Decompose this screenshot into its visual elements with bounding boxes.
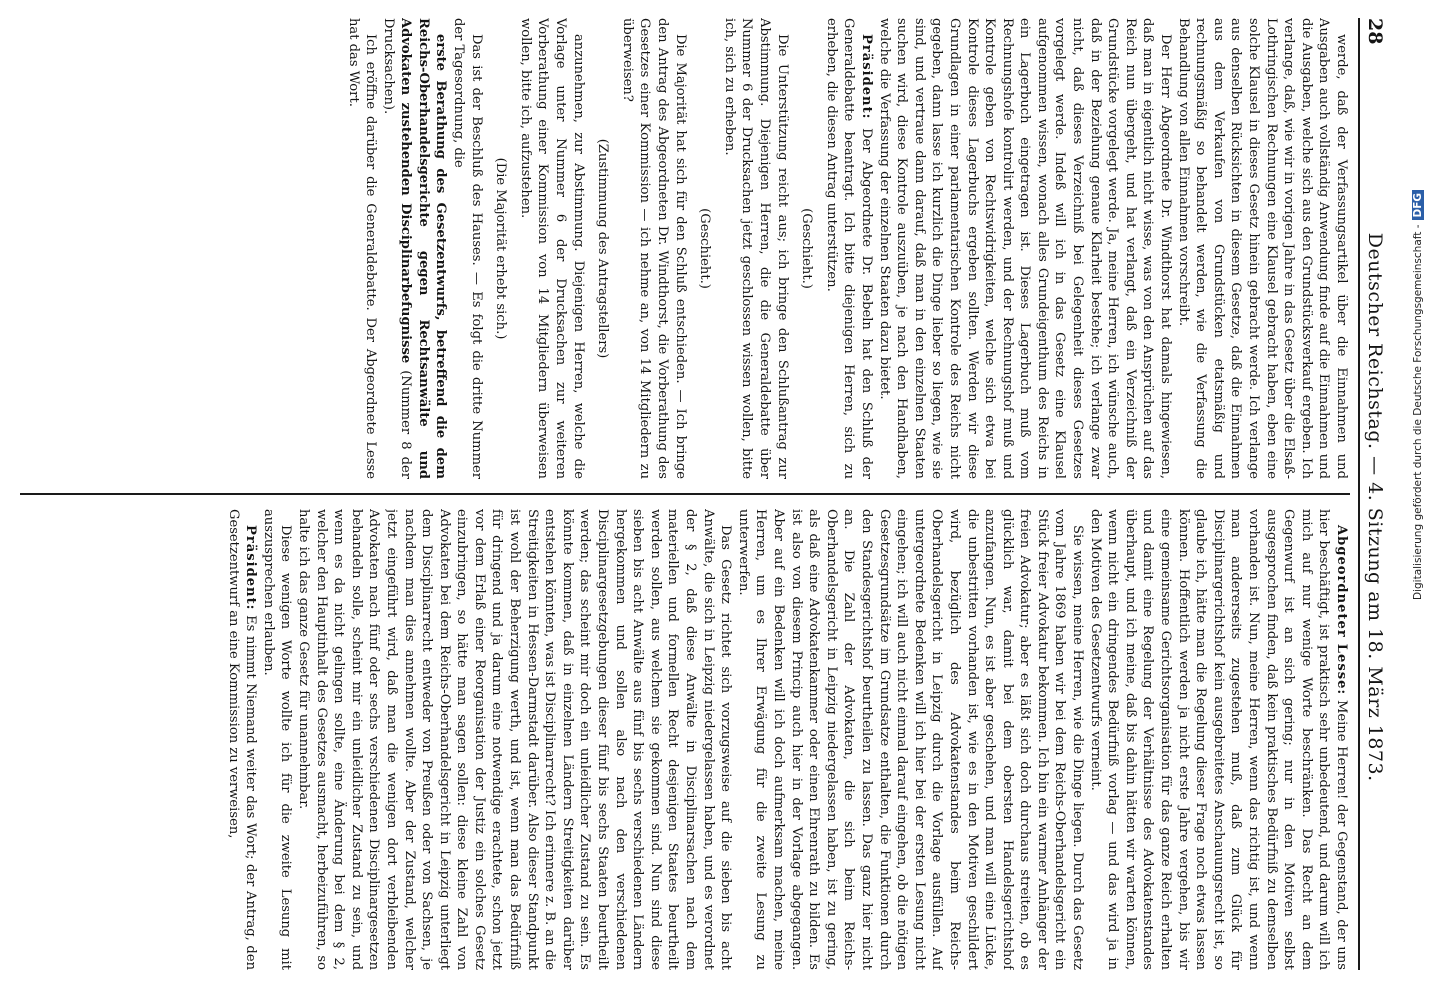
text-columns [20, 18, 1350, 970]
stage-note: (Zustimmung des Antragstellers) [595, 138, 611, 359]
page-title: Deutscher Reichstag. — 4. Sitzung am 18. März 1873. [1364, 232, 1386, 782]
dfg-funding-note [1412, 190, 1424, 600]
paragraph [1086, 509, 1350, 970]
column-left [20, 18, 1350, 479]
paragraph: Ich eröffne darüber die Generaldebatte. Der Abgeordnete Lesse hat das Wort. [345, 18, 379, 479]
paragraph [224, 509, 259, 970]
dfg-logo: DFG [1412, 190, 1424, 221]
paragraph: Die Unterstützung reicht aus; ich bringe den Schlußantrag zur Abstimmung. Diejenigen Herren, die die Generaldebatte über Nummer 6 der Drucksachen jetzt geschlossen wissen wollen, bitte ich, sich zu erheben. [721, 18, 790, 479]
stage-note: (Geschieht.) [697, 208, 713, 289]
agenda-title: erste Berathung des Gesetzentwurfs, betreffend die dem Reichs-Oberhandelsgerichte gegen Rechtsanwälte und Advokaten zustehenden Disciplinarbefugnisse [398, 18, 449, 479]
paragraph: Das Gesetz richtet sich vorzugsweise auf die sieben bis acht Anwälte, die sich in Leipzig niedergelassen haben, und es verordnet der § 2, daß diese Anwälte in Disciplinarsachen nach dem materiellen und formellen Recht desjenigen Staates beurtheilt werden sollen, aus welchem sie gekommen sind. Nun sind diese sieben bis acht Anwälte aus fünf bis sechs verschiedenen Ländern hergekommen und sollen also nach den verschiedenen Disciplinargesetzgebungen dieser fünf bis sechs Staaten beurtheilt werden; das scheint mir doch ein unleidlicher Zustand zu sein. Es könnte kommen, daß in einzelnen Ländern Streitigkeiten darüber entstehen könnten, was ist Disciplinarrecht? Ich erinnere z. B. an die Streitigkeiten in Hessen-Darmstadt darüber. Also dieser Standpunkt ist wohl der Beherzigung werth, und ist, wenn man das Bedürfniß für dringend und ja darum eine notwendige erachtete, schon jetzt vor dem Erlaß einer Reorganisation der Justiz ein solches Gesetz einzubringen, so hätte man sagen sollen: diese kleine Zahl von Advokaten bei dem Reichs-Oberhandelsgericht in Leipzig unterliegt dem Disciplinarrecht entweder von Preußen oder von Sachsen, je nachdem man dies annehmen wollte. Aber der Zustand, welcher jetzt eingeführt wird, daß man die wenigen dort verbleibenden Advokaten nach fünf oder sechs verschiedenen Disciplinargesetzen behandeln solle, scheint mir ein unleidlicher Zustand zu sein, und wenn es da nicht gelingen sollte, eine Änderung bei dem § 2, welcher den Hauptinhalt des Gesetzes ausmacht, herbeizuführen, so halte ich das ganze Gesetz für unannehmbar. [295, 509, 734, 970]
dfg-note-text: Digitalisierung gefördert durch die Deutsche Forschungsgemeinschaft - [1412, 224, 1424, 600]
speaker-name: Präsident: [243, 525, 259, 611]
speaker-name: Abgeordneter Lesse: [1334, 525, 1349, 696]
agenda-reference: (Nummer 8 der Drucksachen). [380, 18, 414, 479]
paragraph: anzunehmen, zur Abstimmung. Diejenigen Herren, welche die Vorlage unter Nummer 6 der Drucksachen zur weiteren Vorberathung einer Kommission von 14 Mitgliedern überweisen wollen, bitte ich, aufzustehen. [517, 18, 586, 479]
column-divider [20, 493, 1350, 495]
page-header [1358, 18, 1386, 970]
page-number: 28 [1364, 18, 1386, 45]
agenda-item [379, 18, 449, 479]
speech-text: Meine Herren! der Gegenstand, der uns hier beschäftigt, ist praktisch sehr unbedeutend, und darum will ich mich auf nur wenige Worte beschränken. Das Recht an dem Gegenwurf ist an sich gering; nur in den Motiven selbst ausgesprochen finden, daß kein praktisches Bedürfniß zu demselben vorhanden ist. Nun, meine Herren, wenn das richtig ist, und wenn man andererseits zugestehen muß, daß zum Glück für Disciplinargerichtshof kein ausgebreitetes Anschauungsrecht ist, so glaube ich, hätte man die Regelung dieser Frage noch etwas lassen können. Hoffentlich werden ja nicht erste Jahre vergehen, bis wir eine gemeinsame Gerichtsorganisation für das ganze Reich erhalten und damit eine Regelung der Verhältnisse des Advokatenstandes überhaupt, und ich meine, daß bis dahin hätten wir warten können, wenn nicht ein dringendes Bedürfniß vorlag — und das wird ja in den Motiven des Gesetzentwurfs verneint. [1087, 509, 1349, 970]
paragraph: Der Herr Abgeordnete Dr. Windthorst hat damals hingewiesen, daß man in eigentlich nicht wisse, was von den Ansprüchen auf das Reich nun übergeht, und hat verlangt, daß ein Verzeichniß der Grundstücke vorgelegt werde. Ja, meine Herren, ich wünsche auch, daß in der Beziehung genaue Klarheit bestehe; ich verlange zwar nicht, daß dieses Verzeichniß bei Gelegenheit dieses Gesetzes vorgelegt werde. Indeß will ich in das Gesetz eine Klausel aufgenommen wissen, wonach alles Grundeigenthum des Reichs in ein Lagerbuch eingetragen ist. Dieses Lagerbuch muß vom Rechnungshofe kontrolirt werden, und der Rechnungshof muß und Kontrole geben von Rechtswidrigkeiten, welche sich etwa bei Kontrole dieses Lagerbuchs ergeben sollten. Werden wir diese Grundlagen in einer parlamentarischen Kontrole des Reichs nicht gegeben, dann lasse ich kurzlich die Dinge lieber so liegen, wie sie sind, und vertraue dann darauf, daß man in den einzelnen Staaten suchen wird, diese Kontrole auszuüben, je nach den Handhaben, welche die Verfassung der einzelnen Staaten dazu bietet. [876, 18, 1174, 479]
paragraph: werde, daß der Verfassungsartikel über die Einnahmen und Ausgaben auch vollständig Anwendung finde auf die Einnahmen und die Ausgaben, welche sich aus den Grundstücksverkauf ergeben. Ich verlange, daß, wie wir in vorigen Jahre in das Gesetz über die Elsaß-Lothringischen Rechnungen eine Klausel gebracht haben, eben eine solche Klausel in dieses Gesetz hinein gebracht werde. Ich verlange aus denselben Rücksichten in diesem Gesetze, daß die Einnahmen aus dem Verkaufen von Grundstücken etatsmäßig und rechnungsmäßig so behandelt werden, wie die Verfassung die Behandlung von allen Einnahmen vorschreibt. [1175, 18, 1349, 479]
paragraph [822, 18, 875, 479]
paragraph: Die Majorität hat sich für den Schluß entschieden. — Ich bringe den Antrag des Abgeordneten Dr. Windthorst, die Vorberathung des Gesetzes einer Kommission — ich nehme an, von 14 Mitgliedern zu überweisen? [619, 18, 688, 479]
speech-text: Es nimmt Niemand weiter das Wort; der Antrag, den Gesetzentwurf an eine Kommission zu verweisen, [225, 509, 259, 970]
stage-note: (Die Majorität erhebt sich.) [493, 157, 509, 340]
paragraph: Das ist der Beschluß des Hauses. — Es folgt die dritte Nummer der Tagesordnung, die [451, 18, 484, 479]
paragraph: Sie wissen, meine Herren, wie die Dinge liegen. Durch das Gesetz vom Jahre 1869 haben wir bei dem Reichs-Oberhandelsgericht ein Stück freier Advokatur bekommen. Ich bin ein warmer Anhänger der freien Advokatur; aber es läßt sich doch durchaus streiten, ob es glücklich war, damit bei dem obersten Handelsgerichtshof anzufangen. Nun, es ist aber geschehen, und man will eine Lücke, die unbestritten vorhanden ist, wie es in den Motiven geschildert wird, bezüglich des Advokatenstandes beim Reichs-Oberhandelsgericht in Leipzig durch die Vorlage ausfüllen. Auf untergeordnete Bedenken will ich hier bei der ersten Lesung nicht eingehen; ich will auch nicht einmal darauf eingehen, ob die nötigen Gesetzesgrundsätze im Grundsatze enthalten, die Funktionen durch den Standesgerichtshof beurtheilen zu lassen. Das ganz hier nicht an. Die Zahl der Advokaten, die sich beim Reichs-Oberhandelsgericht in Leipzig niedergelassen haben, ist zu gering, als daß eine Advokatenkammer oder einen Ehrenrath zu bilden. Es ist also von diesem Princip auch hier in der Vorlage abgegangen. Aber auf ein Bedenken will ich doch aufmerksam machen, meine Herren, um es Ihrer Erwägung für die zweite Lesung zu unterwerfen. [735, 509, 1086, 970]
speaker-name: Präsident: [858, 34, 874, 120]
column-right [20, 509, 1350, 970]
paragraph: Diese wenigen Worte wollte ich für die zweite Lesung mit auszusprechen erlauben. [260, 509, 294, 970]
speech-text: Der Abgeordnete Dr. Bebeln hat den Schluß der Generaldebatte beantragt. Ich bitte diejenigen Herren, sich zu erheben, die diesen Antrag unterstützen. [823, 18, 874, 479]
stage-note: (Geschieht.) [799, 208, 815, 289]
